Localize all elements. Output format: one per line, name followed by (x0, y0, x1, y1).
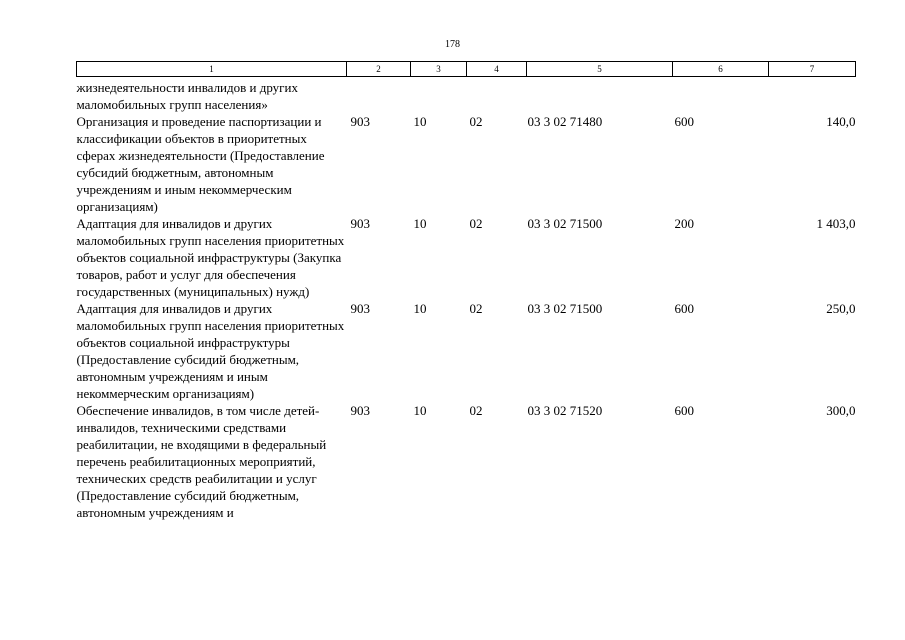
row-section-code (411, 77, 467, 114)
row-name: жизнедеятельности инвалидов и других маломобильных групп населения» (76, 80, 298, 112)
row-expense-type: 200 (674, 216, 694, 231)
column-header-3: 3 (411, 62, 467, 77)
row-name: Адаптация для инвалидов и других маломобильных групп населения приоритетных объектов социальной инфраструктуры (Закупка товаров, работ и услуг для обеспечения государственных (муниципальных) нужд) (76, 216, 345, 299)
budget-table (76, 61, 856, 521)
row-subsection-code: 02 (469, 301, 483, 316)
row-name: Организация и проведение паспортизации и классификации объектов в приоритетных сферах жизнедеятельности (Предоставление субсидий бюджетным, автономным учреждениям и иным некоммерческим организациям) (76, 114, 325, 214)
row-subsection-code: 02 (469, 216, 483, 231)
row-ministry-code: 903 (350, 216, 370, 231)
row-amount: 300,0 (826, 403, 856, 418)
column-header-6: 6 (673, 62, 769, 77)
row-expense-type: 600 (674, 403, 694, 418)
row-target-article: 03 3 02 71480 (527, 114, 603, 129)
table-row (77, 402, 856, 521)
row-expense-type: 600 (674, 301, 694, 316)
column-header-2: 2 (347, 62, 411, 77)
row-ministry-code: 903 (350, 301, 370, 316)
column-header-4: 4 (467, 62, 527, 77)
row-target-article: 03 3 02 71500 (527, 216, 603, 231)
table-row (77, 215, 856, 300)
row-section-code: 10 (413, 216, 427, 231)
row-name: Обеспечение инвалидов, в том числе детей-инвалидов, техническими средствами реабилитации, не входящими в федеральный перечень реабилитационных мероприятий, технических средств реабилитации и услуг (Предоставление субсидий бюджетным, автономным учреждениям и (76, 403, 327, 520)
row-target-article: 03 3 02 71520 (527, 403, 603, 418)
row-amount: 140,0 (826, 114, 856, 129)
table-row (77, 300, 856, 402)
row-target-article (527, 77, 673, 114)
column-header-1: 1 (77, 62, 347, 77)
row-target-article: 03 3 02 71500 (527, 301, 603, 316)
row-section-code: 10 (413, 403, 427, 418)
row-ministry-code: 903 (350, 114, 370, 129)
column-header-7: 7 (769, 62, 856, 77)
column-number-header-row (77, 62, 856, 77)
column-header-5: 5 (527, 62, 673, 77)
row-amount: 1 403,0 (816, 216, 856, 231)
row-section-code: 10 (413, 301, 427, 316)
row-section-code: 10 (413, 114, 427, 129)
row-expense-type (673, 77, 769, 114)
row-amount (769, 77, 856, 114)
table-row (77, 113, 856, 215)
row-amount: 250,0 (826, 301, 856, 316)
row-subsection-code: 02 (469, 403, 483, 418)
row-ministry-code: 903 (350, 403, 370, 418)
row-ministry-code (347, 77, 411, 114)
row-subsection-code (467, 77, 527, 114)
page-number: 178 (445, 39, 460, 50)
row-subsection-code: 02 (469, 114, 483, 129)
table-row (77, 77, 856, 114)
row-expense-type: 600 (674, 114, 694, 129)
row-name: Адаптация для инвалидов и других маломобильных групп населения приоритетных объектов социальной инфраструктуры (Предоставление субсидий бюджетным, автономным учреждениям и иным некоммерческим организациям) (76, 301, 345, 401)
